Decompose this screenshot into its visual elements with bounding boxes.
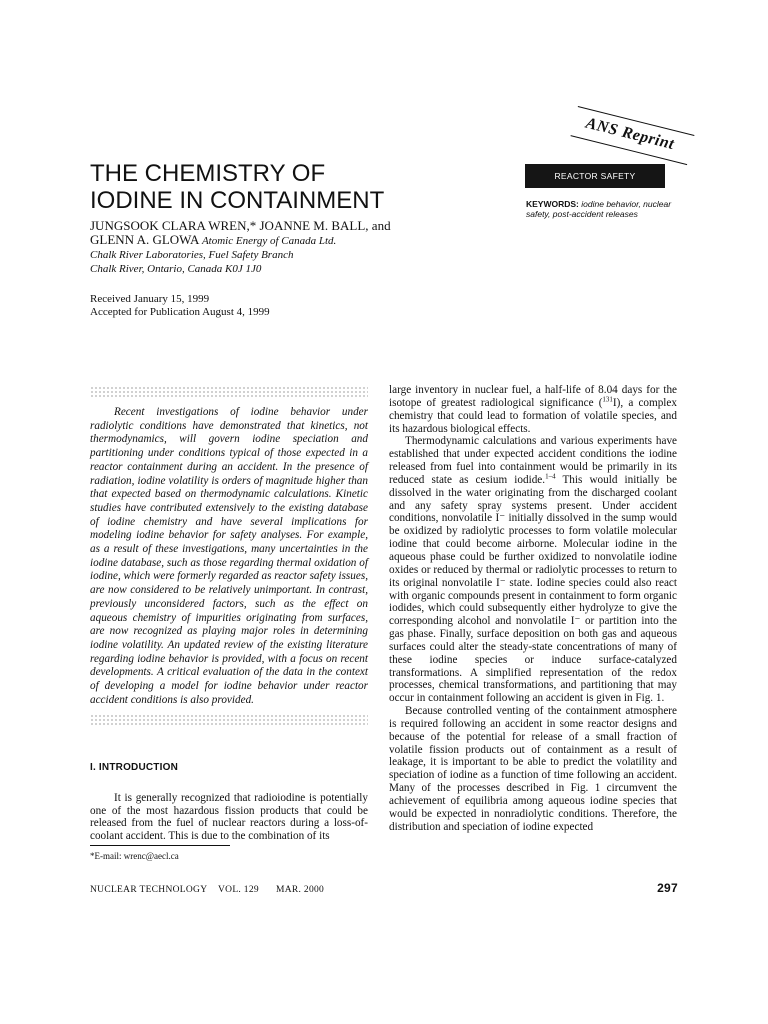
p1-text-b: I), a complex chemistry that could lead to formation of volatile species, and its hazardous biological effects. <box>389 396 677 435</box>
right-column-body <box>389 384 677 834</box>
footer-date: MAR. 2000 <box>276 885 325 895</box>
category-badge <box>525 164 665 188</box>
author-line-2 <box>90 233 420 248</box>
affiliation-org: Atomic Energy of Canada Ltd. <box>201 235 337 247</box>
keywords-label: KEYWORDS: <box>526 199 579 209</box>
abstract-bottom-ornament <box>90 714 368 726</box>
affiliation-lab: Chalk River Laboratories, Fuel Safety Branch <box>90 249 294 261</box>
author-block <box>90 219 420 276</box>
author-line-1: JUNGSOOK CLARA WREN,* JOANNE M. BALL, and <box>90 218 391 233</box>
keywords-text: iodine behavior, nuclear safety, post-accident releases <box>526 199 672 219</box>
affiliation-address: Chalk River, Ontario, Canada K0J 1J0 <box>90 263 262 275</box>
p1-text-a: large inventory in nuclear fuel, a half-life of 8.04 days for the isotope of greatest radiological significance ( <box>389 384 677 409</box>
citation-superscript: 1–4 <box>545 472 556 481</box>
category-label: REACTOR SAFETY <box>554 171 636 181</box>
p2-text-b: This would initially be dissolved in the water originating from the discharged coolant and any safety spray systems present. Under accident conditions, nonvolatile I⁻ initially dissolved in the sump would be oxidized by radiolytic processes to form volatile molecular iodine that could become airborne. Molecular iodine in the aqueous phase could be further oxidized to nonvolatile iodine oxides or reduced by thermal or radiolytic processes to return to its original nonvolatile I⁻ state. Iodine species could also react with organic compounds present in containment to form organic iodides, which could subsequently either hydrolyze to give the corresponding alcohol and nonvolatile I⁻ or partition into the gas phase. Finally, surface deposition on both gas and aqueous surfaces could alter the steady-state concentrations of many of these iodine species or induce surface-catalyzed transformations. A simplified representation of the redox processes, chemical transformations, and partitioning that may occur in containment following an accident is given in Fig. 1. <box>389 473 677 705</box>
section-heading-introduction: I. INTRODUCTION <box>90 762 178 773</box>
footer-volume: VOL. 129 <box>218 885 259 895</box>
keywords-block <box>526 199 676 219</box>
body-paragraph-2 <box>389 435 677 705</box>
intro-paragraph: It is generally recognized that radioiodine is potentially one of the most hazardous fission products that could be released from the fuel of nuclear reactors during a loss-of-coolant accident. This is due to the combination of its <box>90 792 368 843</box>
page-number: 297 <box>657 881 678 895</box>
footer-journal: NUCLEAR TECHNOLOGY <box>90 885 208 895</box>
article-dates <box>90 293 420 319</box>
footnote-rule <box>90 845 230 846</box>
author-name-glowa: GLENN A. GLOWA <box>90 232 199 247</box>
running-footer <box>90 881 678 895</box>
accepted-date: Accepted for Publication August 4, 1999 <box>90 306 270 318</box>
p2-text-a: Thermodynamic calculations and various experiments have established that under expected accident conditions the iodine released from fuel into containment would be primarily in its reduced state as cesium iodide. <box>389 435 677 486</box>
article-title: THE CHEMISTRY OF IODINE IN CONTAINMENT <box>90 160 385 214</box>
body-paragraph-1 <box>389 384 677 435</box>
body-paragraph-3: Because controlled venting of the containment atmosphere is required following an accident in some reactor designs and because of the potential for release of a small fraction of volatile fission products out of containment as a result of leakage, it is important to be able to predict the volatility and speciation of iodine as a function of time following an accident. Many of the processes described in Fig. 1 circumvent the achievement of equilibria among aqueous iodine species that would be expected in nonradiolytic conditions. Therefore, the distribution and speciation of iodine expected <box>389 705 677 833</box>
isotope-superscript: 131 <box>602 395 613 404</box>
stamp-text: ANS Reprint <box>584 114 676 154</box>
received-date: Received January 15, 1999 <box>90 293 210 305</box>
footnote-email: *E-mail: wrenc@aecl.ca <box>90 851 179 861</box>
abstract-top-ornament <box>90 386 368 398</box>
abstract-text: Recent investigations of iodine behavior under radiolytic conditions have demonstrated that kinetics, not thermodynamics, will govern iodine speciation and partitioning under conditions typical of those expected in a reactor containment during an accident. In the presence of radiation, iodine volatility is orders of magnitude higher than that expected based on thermodynamic calculations. Kinetic studies have contributed extensively to the existing database of iodine chemistry and have several implications for modeling iodine behavior for safety analyses. For example, as a result of these investigations, many uncertainties in the iodine database, such as those regarding thermal oxidation of iodine, which were formerly regarded as reactor safety issues, are now considered to be relatively unimportant. In contrast, previously unconsidered factors, such as the effect on aqueous chemistry of impurities originating from surfaces, are now recognized as playing major roles in determining iodine volatility. An updated review of the existing literature regarding iodine behavior is provided, with a focus on recent developments. A critical evaluation of the data in the context of developing a model for iodine behavior under reactor accident conditions is also provided. <box>90 406 368 706</box>
